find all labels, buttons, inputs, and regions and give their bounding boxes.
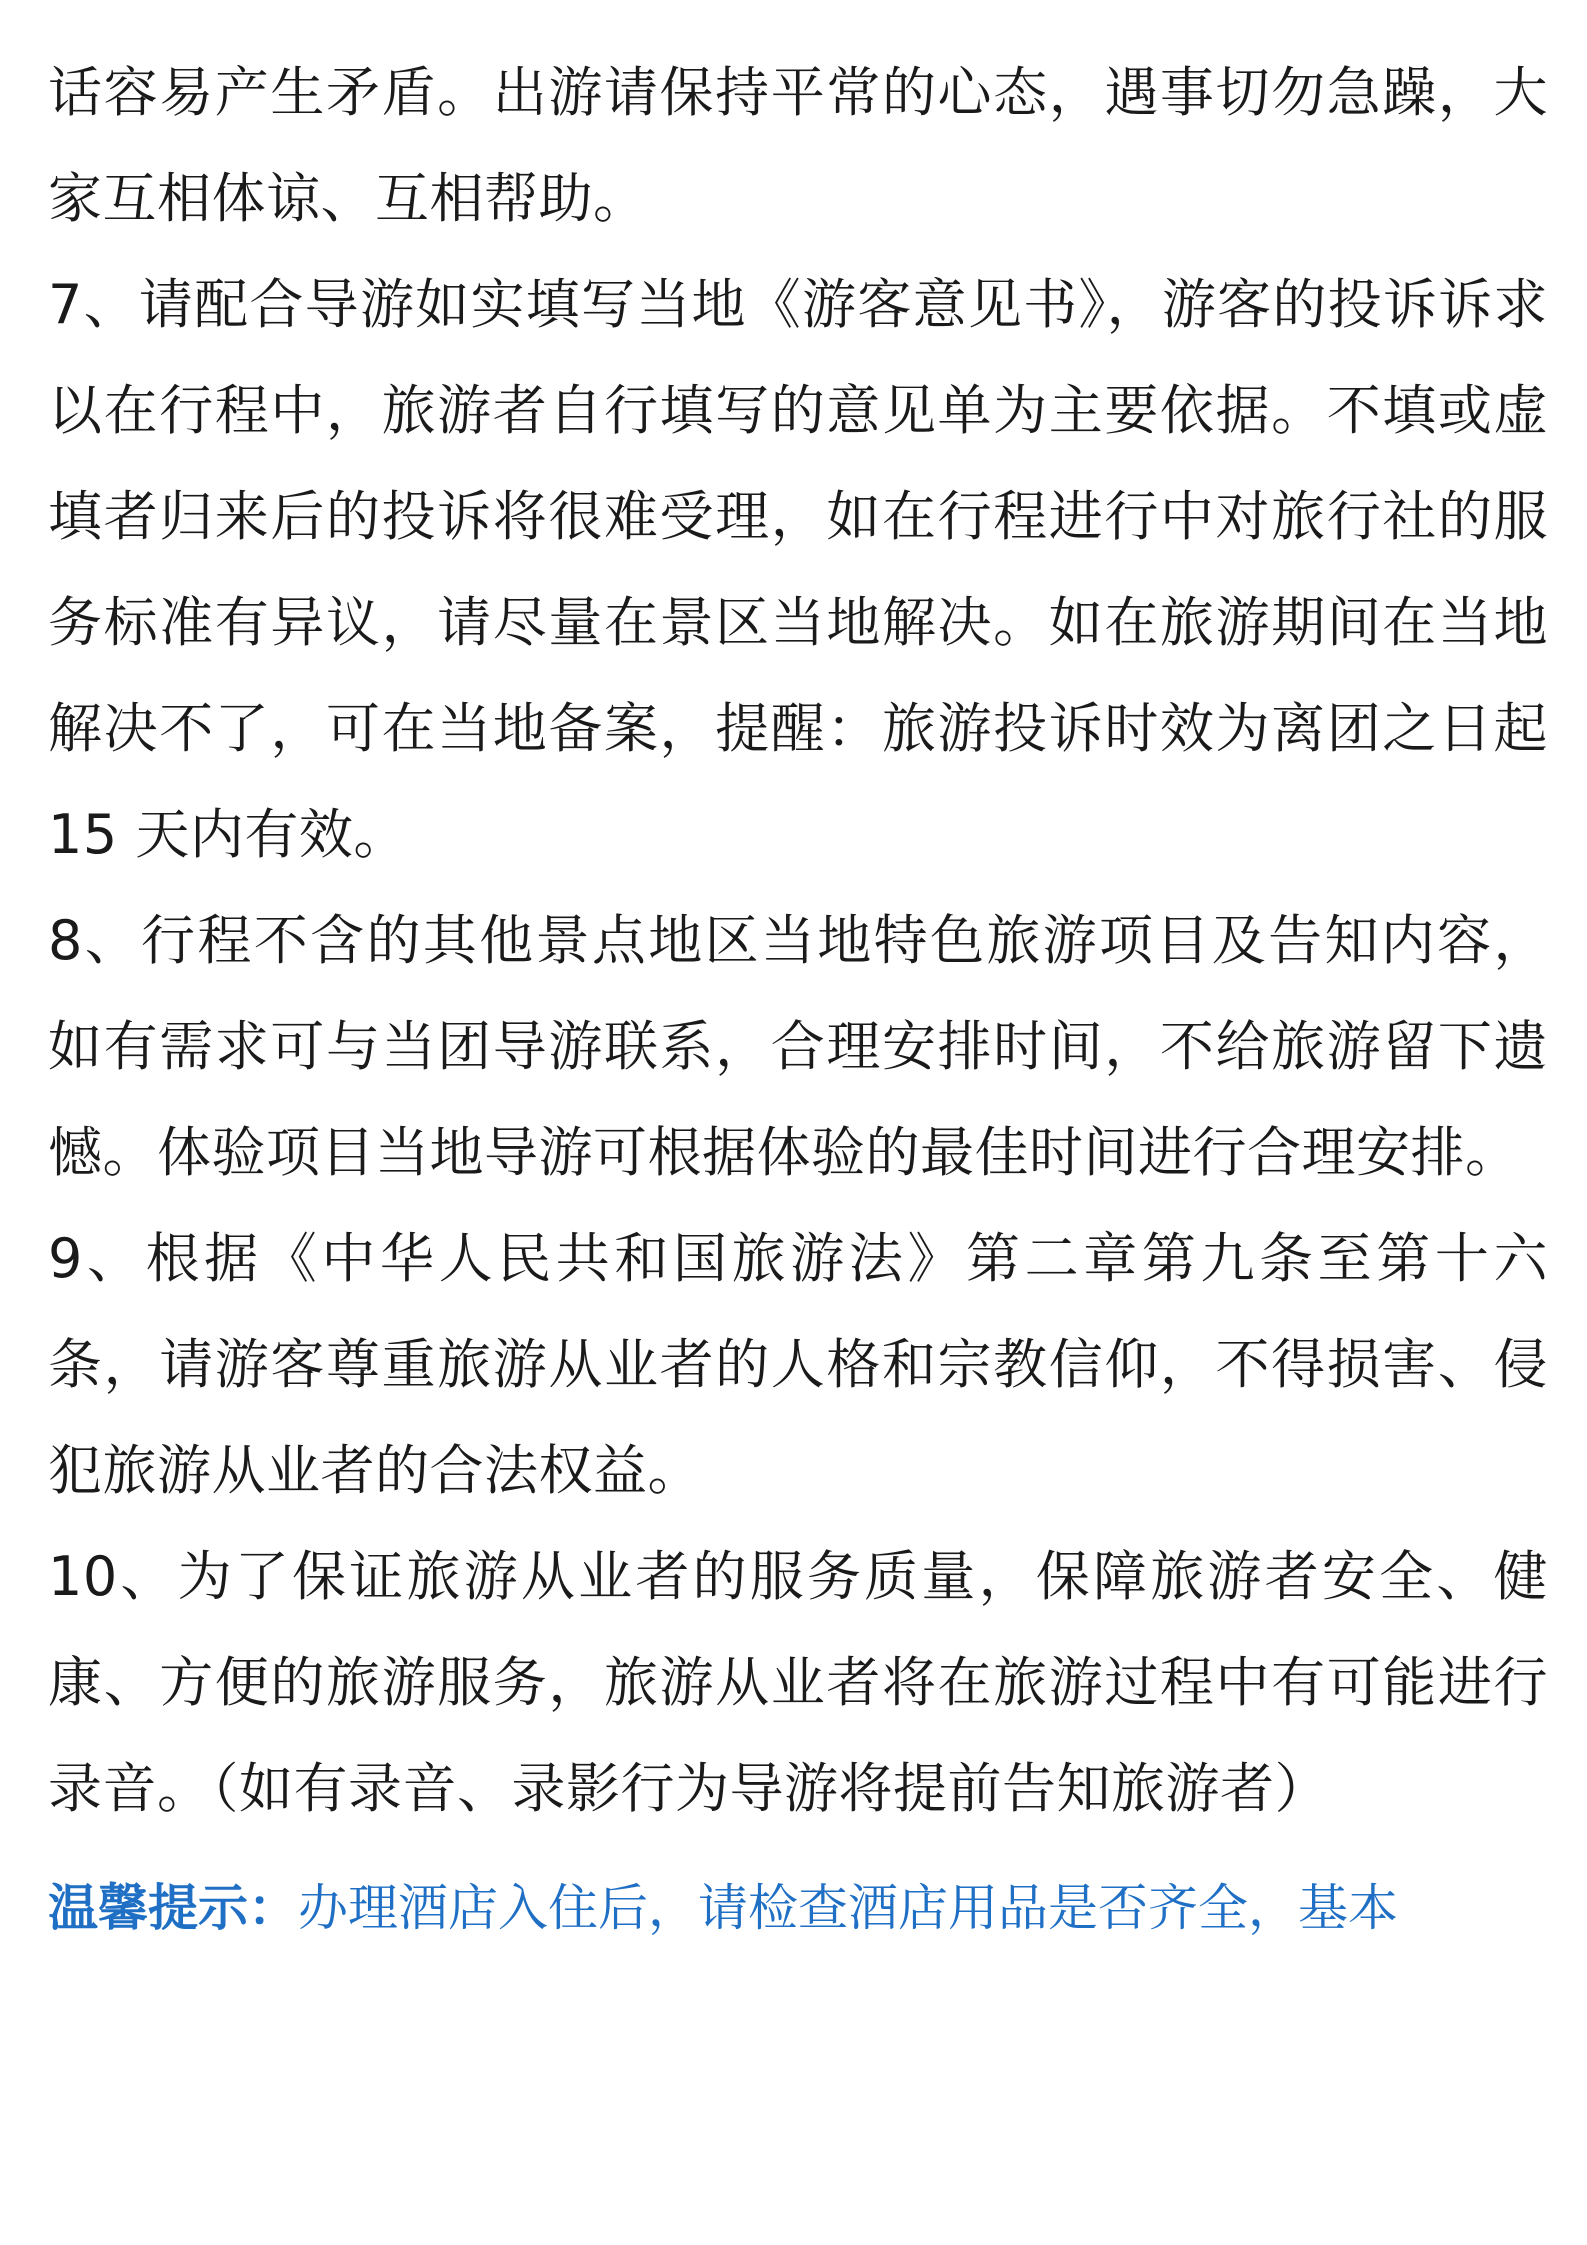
paragraph-continuation: 话容易产生矛盾。出游请保持平常的心态，遇事切勿急躁，大家互相体谅、互相帮助。 (48, 61, 1548, 230)
warm-tip-text: 办理酒店入住后，请检查酒店用品是否齐全，基本 (298, 1879, 1398, 1937)
paragraph-item-9: 9、根据《中华人民共和国旅游法》第二章第九条至第十六条，请游客尊重旅游从业者的人格和宗教信仰，不得损害、侵犯旅游从业者的合法权益。 (48, 1227, 1548, 1502)
warm-tip-label: 温馨提示： (48, 1879, 298, 1937)
warm-tip (48, 1860, 1548, 1956)
paragraph-item-10: 10、为了保证旅游从业者的服务质量，保障旅游者安全、健康、方便的旅游服务，旅游从业者将在旅游过程中有可能进行录音。（如有录音、录影行为导游将提前告知旅游者） (48, 1545, 1548, 1820)
paragraph-item-8: 8、行程不含的其他景点地区当地特色旅游项目及告知内容，如有需求可与当团导游联系，合理安排时间，不给旅游留下遗憾。体验项目当地导游可根据体验的最佳时间进行合理安排。 (48, 909, 1548, 1184)
document-page (48, 40, 1548, 1956)
paragraph-item-7: 7、请配合导游如实填写当地《游客意见书》，游客的投诉诉求以在行程中，旅游者自行填写的意见单为主要依据。不填或虚填者归来后的投诉将很难受理，如在行程进行中对旅行社的服务标准有异议，请尽量在景区当地解决。如在旅游期间在当地解决不了，可在当地备案，提醒：旅游投诉时效为离团之日起 15 天内有效。 (48, 273, 1548, 866)
